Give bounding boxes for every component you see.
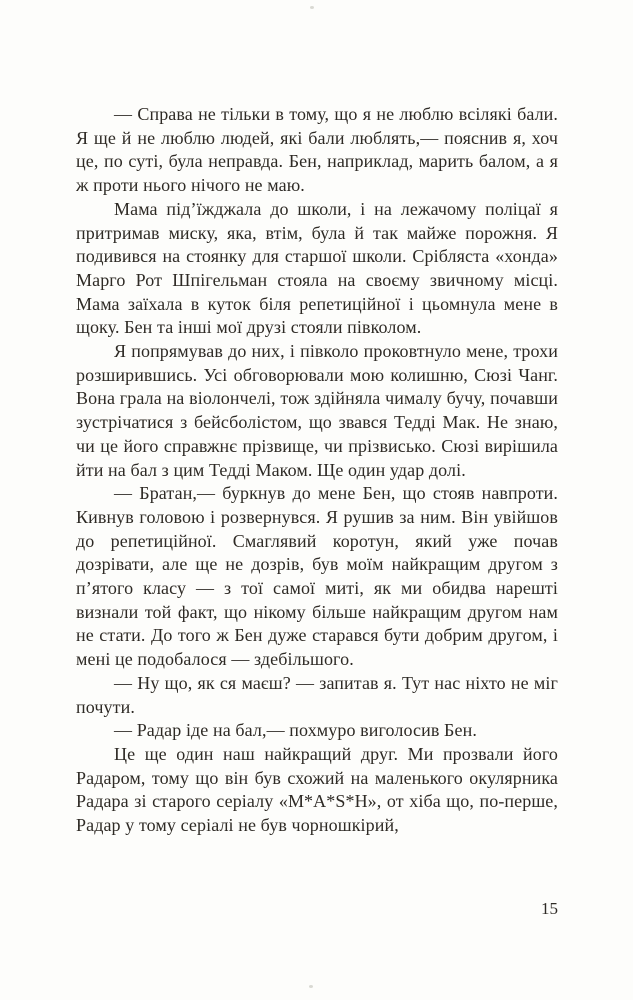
paragraph-6: — Радар іде на бал,— похмуро виголосив Бен.: [114, 720, 477, 741]
scan-artifact-top: [310, 6, 314, 9]
scan-artifact-bottom: [309, 985, 313, 988]
page-text-block: [76, 103, 558, 838]
paragraph-1: — Справа не тільки в тому, що я не люблю всілякі бали. Я ще й не люблю людей, які бали люблять,— пояснив я, хоч це, по суті, була неправда. Бен, наприклад, марить балом, а я ж проти нього нічого не маю.: [76, 104, 558, 196]
paragraph-4: — Братан,— буркнув до мене Бен, що стояв навпроти. Кивнув головою і розвернувся. Я рушив за ним. Він увійшов до репетиційної. Смаглявий коротун, який уже почав дозрівати, але ще не дозрів, був моїм найкращим другом з п’ятого класу — з тої самої миті, як ми обидва нарешті визнали той факт, що нікому більше найкращим другом нам не стати. До того ж Бен дуже старався бути добрим другом, і мені це подобалося — здебільшого.: [76, 483, 558, 670]
paragraph-3: Я попрямував до них, і півколо проковтнуло мене, трохи розширившись. Усі обговорювали мою колишню, Сюзі Чанг. Вона грала на віолончелі, тож здійняла чималу бучу, почавши зустрічатися з бейсболістом, що звався Тедді Мак. Не знаю, чи це його справжнє прізвище, чи прізвисько. Сюзі вирішила йти на бал з цим Тедді Маком. Ще один удар долі.: [76, 341, 558, 480]
paragraph-7: Це ще один наш найкращий друг. Ми прозвали його Радаром, тому що він був схожий на маленького окулярника Радара зі старого серіалу «M*A*S*H», от хіба що, по-перше, Радар у тому серіалі не був чорношкірий,: [76, 743, 558, 836]
paragraph-2: Мама під’їжджала до школи, і на лежачому поліцаї я притримав миску, яка, втім, була й так майже порожня. Я подивився на стоянку для старшої школи. Срібляста «хонда» Марго Рот Шпігельман стояла на своєму звичному місці. Мама заїхала в куток біля репетиційної і цьомнула мене в щоку. Бен та інші мої друзі стояли півколом.: [76, 198, 558, 338]
paragraph-5: — Ну що, як ся маєш? — запитав я. Тут нас ніхто не міг почути.: [76, 672, 558, 717]
page-number: 15: [541, 899, 558, 918]
